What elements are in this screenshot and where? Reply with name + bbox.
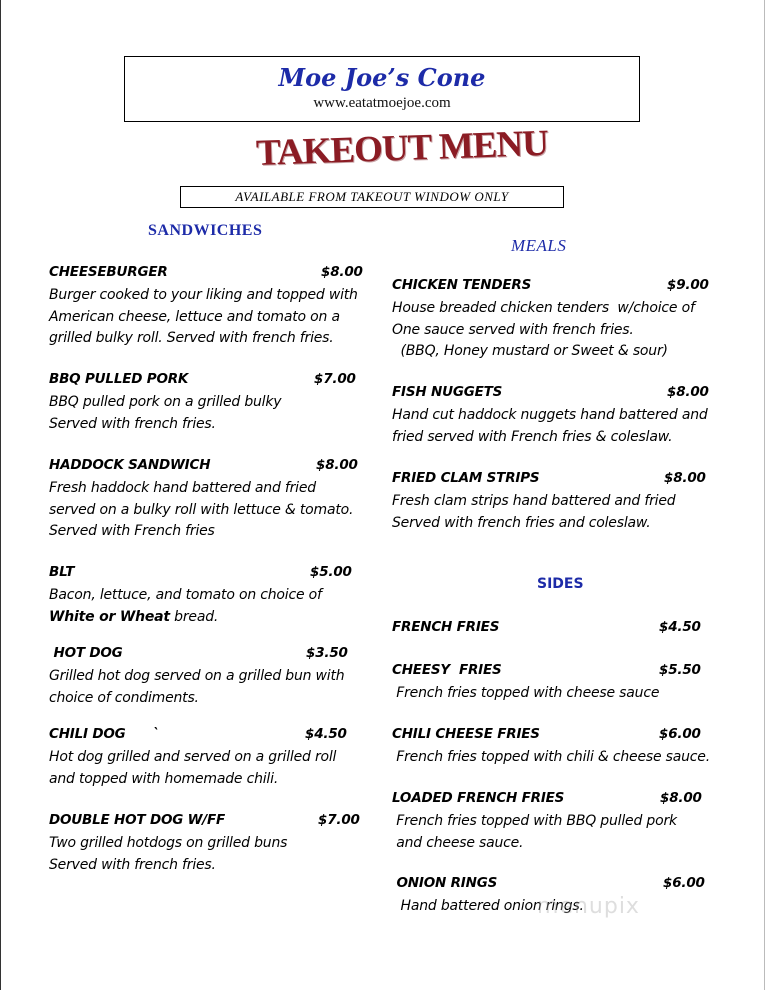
section-title-sandwiches: SANDWICHES <box>148 222 263 239</box>
menu-item-chicken-tenders <box>392 277 709 363</box>
item-description: (BBQ, Honey mustard or Sweet & sour) <box>392 343 668 360</box>
item-description: Served with French fries <box>49 523 215 540</box>
item-description: choice of condiments. <box>49 689 199 706</box>
item-description: One sauce served with french fries. <box>392 321 634 338</box>
item-price: $4.50 <box>659 619 701 635</box>
item-price: $8.00 <box>660 790 702 806</box>
bread-choice: White or Wheat <box>49 608 170 625</box>
item-name: CHILI DOG ` <box>49 726 160 742</box>
item-description: House breaded chicken tenders w/choice of <box>392 300 695 316</box>
item-description: French fries topped with cheese sauce <box>392 685 660 701</box>
brand-name: Moe Joe’s Cone <box>278 63 486 92</box>
menu-item-double-hot-dog <box>49 812 360 876</box>
item-description: Fresh clam strips hand battered and fried <box>392 493 676 509</box>
item-description: Served with french fries. <box>49 856 216 873</box>
item-name: CHICKEN TENDERS <box>392 277 532 293</box>
item-description: Burger cooked to your liking and topped with <box>49 287 358 303</box>
menu-item-hot-dog <box>49 645 348 709</box>
item-description: served on a bulky roll with lettuce & tomato. <box>49 501 354 518</box>
item-name: HOT DOG <box>49 645 123 661</box>
takeout-menu-title: TAKEOUT MENU <box>255 122 549 175</box>
item-price: $7.00 <box>318 812 360 828</box>
item-name: FRIED CLAM STRIPS <box>392 470 540 486</box>
item-description: BBQ pulled pork on a grilled bulky <box>49 394 282 410</box>
menu-item-fish-nuggets <box>392 384 708 448</box>
item-price: $8.00 <box>321 264 363 280</box>
item-description: American cheese, lettuce and tomato on a <box>49 308 340 325</box>
item-description: Fresh haddock hand battered and fried <box>49 480 316 496</box>
item-price: $7.00 <box>314 371 356 387</box>
item-description <box>49 607 322 629</box>
item-description: and cheese sauce. <box>392 834 524 851</box>
menu-item-loaded-french-fries <box>392 790 702 854</box>
page-edge-left <box>0 0 1 990</box>
item-name: LOADED FRENCH FRIES <box>392 790 565 806</box>
bread-suffix: bread. <box>169 608 219 625</box>
item-description: Bacon, lettuce, and tomato on choice of <box>49 587 322 603</box>
item-price: $8.00 <box>667 384 709 400</box>
item-description: Served with french fries. <box>49 415 216 432</box>
item-name: FISH NUGGETS <box>392 384 503 400</box>
item-description: French fries topped with chili & cheese sauce. <box>392 749 710 765</box>
section-title-meals: MEALS <box>511 236 567 255</box>
item-description: fried served with French fries & coleslaw. <box>392 428 673 445</box>
item-name: CHILI CHEESE FRIES <box>392 726 540 742</box>
menu-item-chili-cheese-fries <box>392 726 710 769</box>
header-box <box>124 56 640 122</box>
item-price: $5.50 <box>659 662 701 678</box>
item-price: $4.50 <box>305 726 347 742</box>
menu-item-cheeseburger <box>49 264 363 350</box>
item-description: Grilled hot dog served on a grilled bun with <box>49 668 345 684</box>
menu-item-fried-clam-strips <box>392 470 706 534</box>
item-price: $6.00 <box>663 875 705 891</box>
item-description: grilled bulky roll. Served with french fries. <box>49 330 334 347</box>
item-description: and topped with homemade chili. <box>49 770 279 787</box>
item-name: BLT <box>49 564 75 580</box>
item-description: Hand cut haddock nuggets hand battered and <box>392 407 708 423</box>
item-price: $3.50 <box>306 645 348 661</box>
menu-item-cheesy-fries <box>392 662 701 705</box>
menu-item-haddock-sandwich <box>49 457 358 543</box>
availability-notice: AVAILABLE FROM TAKEOUT WINDOW ONLY <box>180 186 564 208</box>
item-price: $9.00 <box>667 277 709 293</box>
item-price: $8.00 <box>664 470 706 486</box>
menu-item-blt <box>49 564 352 628</box>
item-description: French fries topped with BBQ pulled pork <box>392 813 677 829</box>
item-price: $6.00 <box>659 726 701 742</box>
item-description: Hot dog grilled and served on a grilled roll <box>49 749 337 765</box>
item-description: Served with french fries and coleslaw. <box>392 514 651 531</box>
item-name: ONION RINGS <box>392 875 498 891</box>
item-name: BBQ PULLED PORK <box>49 371 189 387</box>
item-name: CHEESEBURGER <box>49 264 168 280</box>
website-url: www.eatatmoejoe.com <box>313 95 451 111</box>
item-price: $8.00 <box>316 457 358 473</box>
watermark: menupix <box>537 894 640 919</box>
section-title-sides: SIDES <box>537 576 584 592</box>
item-name: FRENCH FRIES <box>392 619 500 635</box>
menu-item-bbq-pulled-pork <box>49 371 356 435</box>
item-name: DOUBLE HOT DOG W/FF <box>49 812 226 828</box>
item-name: CHEESY FRIES <box>392 662 502 678</box>
item-description: Two grilled hotdogs on grilled buns <box>49 835 288 851</box>
item-price: $5.00 <box>310 564 352 580</box>
item-name: HADDOCK SANDWICH <box>49 457 211 473</box>
menu-item-chili-dog <box>49 726 347 790</box>
item-description: Hand battered onion rings. <box>392 898 584 914</box>
